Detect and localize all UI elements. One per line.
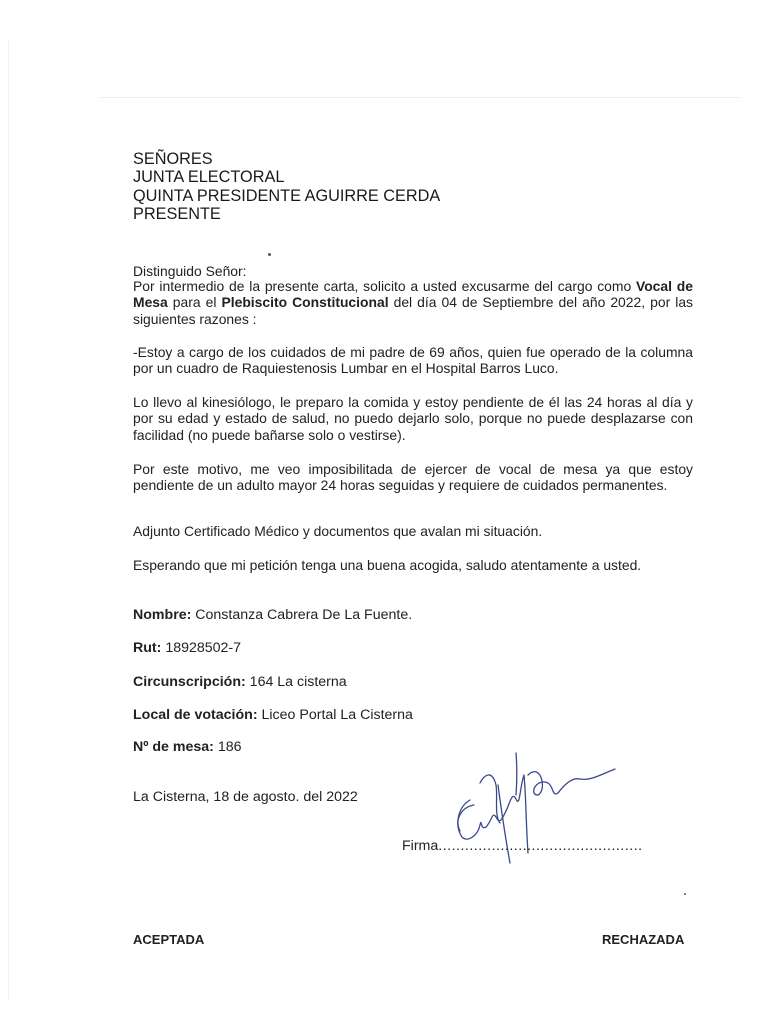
scan-speck xyxy=(684,893,686,895)
addressee-line-3: QUINTA PRESIDENTE AGUIRRE CERDA xyxy=(133,186,441,205)
field-local xyxy=(133,707,693,724)
paragraph-reason-3: Por este motivo, me veo imposibilitada de ejercer de vocal de mesa ya que estoy pendiente de un adulto mayor 24 horas seguidas y requiere de cuidados permanentes. xyxy=(133,461,693,494)
field-rut-value: 18928502-7 xyxy=(161,640,242,656)
paragraph-reason-1: -Estoy a cargo de los cuidados de mi padre de 69 años, quien fue operado de la columna por un cuadro de Raquiestenosis Lumbar en el Hospital Barros Luco. xyxy=(133,344,693,377)
event-name: Plebiscito Constitucional xyxy=(221,294,389,311)
paragraph-reason-2: Lo llevo al kinesiólogo, le preparo la comida y estoy pendiente de él las 24 horas al día y por su edad y estado de salud, no puedo dejarlo solo, porque no puede desplazarse con facilidad (no puede bañarse solo o vestirse). xyxy=(133,394,693,443)
addressee-line-1: SEÑORES xyxy=(133,150,213,168)
field-local-value: Liceo Portal La Cisterna xyxy=(257,707,413,723)
paragraph-closing: Esperando que mi petición tenga una buena acogida, saludo atentamente a usted. xyxy=(133,557,642,573)
scan-edge-line xyxy=(8,40,9,1000)
field-rut-label: Rut: xyxy=(133,640,162,656)
field-circunscripcion xyxy=(133,674,693,691)
greeting: Distinguido Señor: xyxy=(133,263,247,279)
status-accepted-label: ACEPTADA xyxy=(133,932,205,947)
field-rut xyxy=(133,640,693,657)
addressee-line-2: JUNTA ELECTORAL xyxy=(133,168,285,187)
status-rejected-label: RECHAZADA xyxy=(602,932,685,947)
signature-line xyxy=(402,838,643,854)
paragraph-request-part-2: para el xyxy=(167,294,222,311)
signature-dots: .............................................. xyxy=(438,838,643,854)
scan-top-line xyxy=(100,97,740,98)
field-circunscripcion-value: 164 La cisterna xyxy=(245,674,347,690)
field-circunscripcion-label: Circunscripción: xyxy=(133,674,246,690)
field-nombre xyxy=(133,607,693,624)
addressee-line-4: PRESENTE xyxy=(133,205,221,224)
field-mesa-label: Nº de mesa: xyxy=(133,739,214,755)
addressee-block xyxy=(133,150,693,224)
field-nombre-value: Constanza Cabrera De La Fuente. xyxy=(191,607,413,623)
signature-label: Firma xyxy=(402,838,439,854)
field-local-label: Local de votación: xyxy=(133,707,258,723)
scan-speck xyxy=(268,253,271,256)
role-name: Vocal de Mesa xyxy=(133,278,693,311)
paragraph-request-part-1: Por intermedio de la presente carta, solicito a usted excusarme del cargo como xyxy=(133,278,632,294)
field-mesa-value: 186 xyxy=(213,739,242,755)
letter-date: La Cisterna, 18 de agosto. del 2022 xyxy=(133,789,358,805)
paragraph-attachment: Adjunto Certificado Médico y documentos que avalan mi situación. xyxy=(133,523,543,539)
paragraph-request xyxy=(133,278,693,327)
field-nombre-label: Nombre: xyxy=(133,607,192,623)
paragraph-request-part-3: del día 04 de Septiembre del año 2022, por las siguientes razones : xyxy=(133,294,693,327)
